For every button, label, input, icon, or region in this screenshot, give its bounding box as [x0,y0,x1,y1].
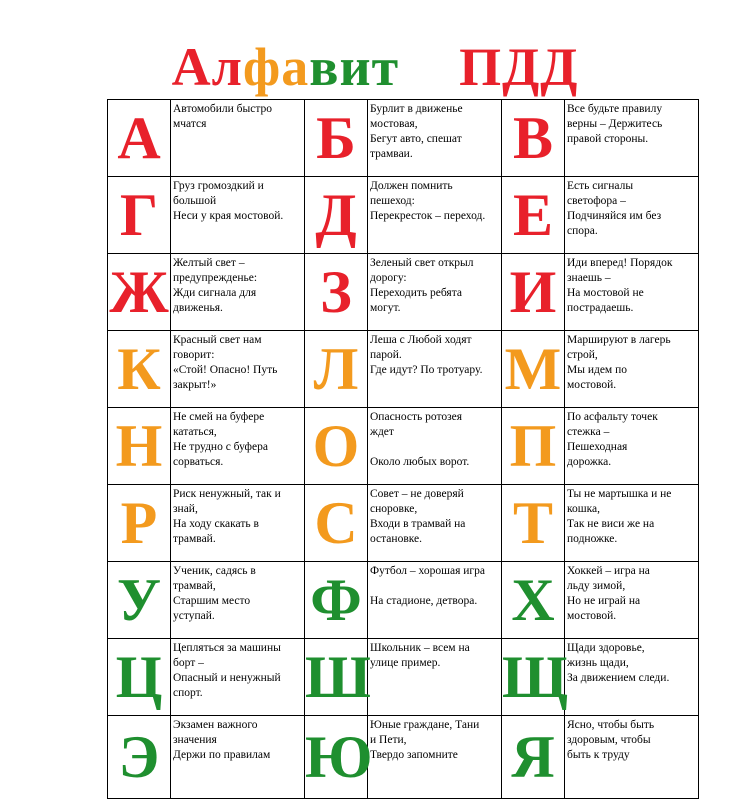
verse-line: пострадаешь. [567,302,634,314]
letter-cell: Ф [305,562,368,639]
verse-cell [368,639,502,716]
verse-line: Подчиняйся им без [567,210,662,222]
letter-cell: М [502,331,565,408]
letter-cell: Я [502,716,565,799]
title-letter: А [171,37,212,97]
verse-line: остановке. [370,533,423,545]
verse-cell [565,562,699,639]
letter-cell: О [305,408,368,485]
verse-line: Груз громоздкий и [173,180,264,192]
title-letter: а [281,37,310,97]
verse-line: льду зимой, [567,580,626,592]
letter-cell: Т [502,485,565,562]
verse-line: Экзамен важного [173,719,258,731]
verse-line: За движением следи. [567,672,670,684]
table-row [108,562,699,639]
verse-line: Около любых ворот. [370,456,470,468]
verse-line: строй, [567,349,598,361]
table-row [108,408,699,485]
verse-cell [171,254,305,331]
verse-cell [565,331,699,408]
title-word-pdd: ПДД [459,37,579,97]
letter-cell: Щ [502,639,565,716]
letter-cell: К [108,331,171,408]
verse-line: кошка, [567,503,601,515]
letter-cell: В [502,100,565,177]
alphabet-table [107,99,699,799]
verse-line: Автомобили быстро [173,103,273,115]
table-row [108,485,699,562]
verse-line: движенья. [173,302,223,314]
letter-cell: Ж [108,254,171,331]
verse-cell [171,408,305,485]
table-row [108,254,699,331]
verse-line: верны – Держитесь [567,118,663,130]
verse-cell [368,254,502,331]
verse-spacer [370,440,499,455]
title-letter: и [339,37,372,97]
verse-line: дорогу: [370,272,407,284]
letter-cell: Н [108,408,171,485]
verse-spacer [370,579,499,594]
verse-line: Опасность ротозея [370,411,463,423]
verse-line: Юные граждане, Тани [370,719,480,731]
table-row [108,716,699,799]
letter-cell: Э [108,716,171,799]
verse-line: пешеход: [370,195,415,207]
title-letter: т [371,37,400,97]
verse-cell [565,485,699,562]
verse-line: значения [173,734,217,746]
letter-cell: П [502,408,565,485]
title-letter: ф [242,37,282,97]
verse-cell [368,100,502,177]
letter-cell: Б [305,100,368,177]
verse-line: Опасный и ненужный [173,672,281,684]
verse-line: Мы идем по [567,364,627,376]
verse-line: Держи по правилам [173,749,271,761]
verse-line: Старшим место [173,595,251,607]
table-row [108,100,699,177]
verse-line: мостовой. [567,379,617,391]
verse-line: уступай. [173,610,215,622]
verse-line: На стадионе, детвора. [370,595,478,607]
verse-line: спора. [567,225,598,237]
letter-cell: Ю [305,716,368,799]
verse-line: Футбол – хорошая игра [370,565,485,577]
title-letter: л [211,37,243,97]
verse-line: трамвай, [173,580,216,592]
verse-cell [565,408,699,485]
title-word-alphabet [172,37,400,97]
verse-line: знаешь – [567,272,611,284]
verse-line: предупрежденье: [173,272,258,284]
verse-line: Щади здоровье, [567,642,645,654]
verse-line: Иди вперед! Порядок [567,257,673,269]
verse-line: Хоккей – игра на [567,565,650,577]
verse-cell [171,331,305,408]
letter-cell: З [305,254,368,331]
verse-cell [565,254,699,331]
verse-line: парой. [370,349,402,361]
letter-cell: Х [502,562,565,639]
verse-line: На мостовой не [567,287,644,299]
letter-cell: Е [502,177,565,254]
verse-line: Где идут? По тротуару. [370,364,483,376]
verse-line: трамваи. [370,148,413,160]
verse-line: могут. [370,302,401,314]
verse-cell [565,639,699,716]
verse-cell [368,408,502,485]
verse-line: здоровым, чтобы [567,734,651,746]
table-row [108,331,699,408]
page-title [0,32,750,102]
verse-cell [171,177,305,254]
letter-cell: А [108,100,171,177]
verse-line: Ученик, садясь в [173,565,256,577]
verse-line: Маршируют в лагерь [567,334,671,346]
letter-cell: Ц [108,639,171,716]
verse-line: подножке. [567,533,618,545]
letter-cell: Л [305,331,368,408]
verse-cell [368,562,502,639]
verse-line: Так не виси же на [567,518,655,530]
letter-cell: У [108,562,171,639]
verse-line: Красный свет нам [173,334,262,346]
verse-line: Все будьте правилу [567,103,663,115]
title-letter: в [309,37,340,97]
verse-line: На ходу скакать в [173,518,259,530]
verse-line: Жди сигнала для [173,287,257,299]
verse-line: Желтый свет – [173,257,245,269]
verse-cell [565,716,699,799]
verse-line: улице пример. [370,657,441,669]
verse-cell [171,562,305,639]
verse-line: Бегут авто, спешат [370,133,462,145]
verse-cell [171,639,305,716]
verse-line: Зеленый свет открыл [370,257,474,269]
verse-cell [171,485,305,562]
verse-line: Перекресток – переход. [370,210,486,222]
verse-line: стежка – [567,426,610,438]
verse-line: мостовая, [370,118,418,130]
letter-cell: Ш [305,639,368,716]
verse-line: знай, [173,503,198,515]
verse-line: дорожка. [567,456,612,468]
verse-line: Входи в трамвай на [370,518,466,530]
verse-line: кататься, [173,426,217,438]
verse-line: Не трудно с буфера [173,441,268,453]
letter-cell: Г [108,177,171,254]
verse-line: Риск ненужный, так и [173,488,281,500]
verse-line: Неси у края мостовой. [173,210,284,222]
verse-line: сорваться. [173,456,224,468]
verse-line: трамвай. [173,533,216,545]
letter-cell: Р [108,485,171,562]
table-row [108,177,699,254]
verse-line: Бурлит в движенье [370,103,463,115]
verse-line: «Стой! Опасно! Путь [173,364,278,376]
letter-cell: Д [305,177,368,254]
verse-line: Переходить ребята [370,287,462,299]
verse-line: Пешеходная [567,441,628,453]
verse-line: Есть сигналы [567,180,634,192]
verse-cell [171,100,305,177]
verse-line: Ты не мартышка и не [567,488,672,500]
verse-line: Совет – не доверяй [370,488,464,500]
verse-line: говорит: [173,349,215,361]
verse-cell [368,331,502,408]
verse-line: светофора – [567,195,626,207]
verse-line: мостовой. [567,610,617,622]
verse-line: спорт. [173,687,203,699]
verse-line: По асфальту точек [567,411,658,423]
verse-cell [368,485,502,562]
verse-line: Но не играй на [567,595,641,607]
verse-line: Должен помнить [370,180,453,192]
verse-line: и Пети, [370,734,407,746]
table-row [108,639,699,716]
verse-line: мчатся [173,118,207,130]
verse-line: большой [173,195,217,207]
verse-line: правой стороны. [567,133,649,145]
verse-line: Школьник – всем на [370,642,470,654]
verse-line: ждет [370,426,394,438]
verse-line: закрыт!» [173,379,217,391]
verse-cell [368,177,502,254]
verse-line: жизнь щади, [567,657,629,669]
verse-cell [171,716,305,799]
verse-line: Ясно, чтобы быть [567,719,655,731]
verse-cell [565,177,699,254]
verse-line: Твердо запомните [370,749,458,761]
verse-line: борт – [173,657,204,669]
verse-line: сноровке, [370,503,418,515]
verse-line: Цепляться за машины [173,642,281,654]
verse-line: быть к труду [567,749,630,761]
verse-cell [368,716,502,799]
letter-cell: С [305,485,368,562]
verse-line: Леша с Любой ходят [370,334,472,346]
letter-cell: И [502,254,565,331]
verse-line: Не смей на буфере [173,411,265,423]
verse-cell [565,100,699,177]
